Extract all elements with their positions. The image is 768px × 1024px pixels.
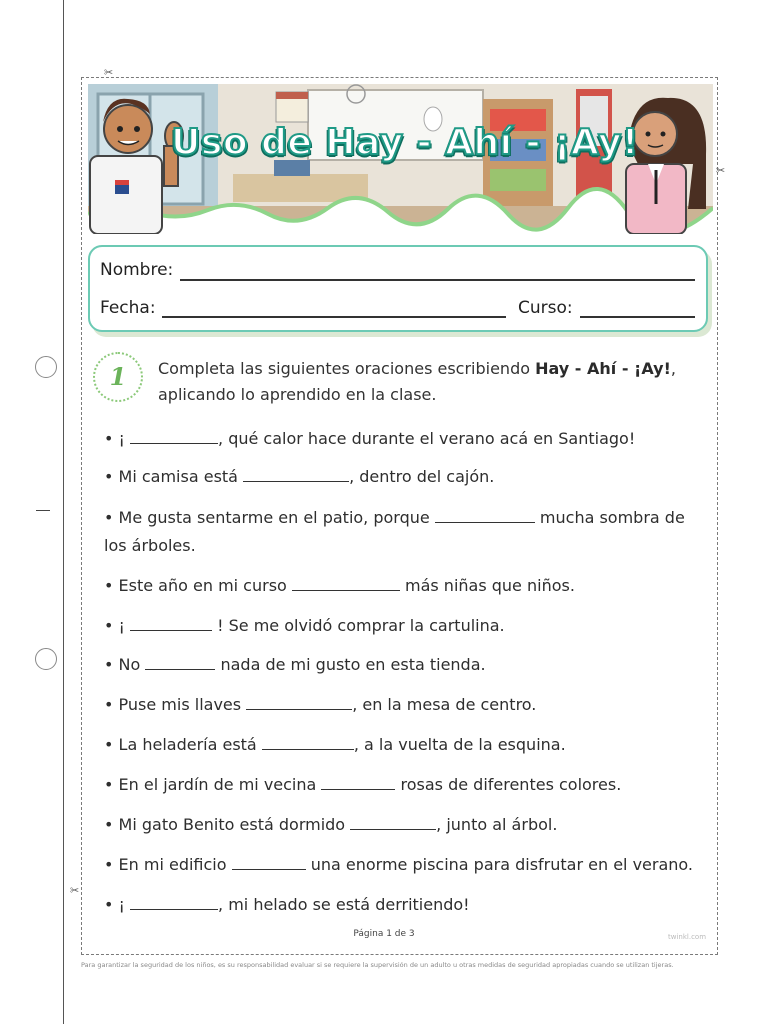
- sentence-item: • En mi edificio una enorme piscina para disfrutar en el verano.: [104, 855, 694, 874]
- scissors-icon: ✂: [104, 66, 114, 79]
- page-number: Página 1 de 3: [353, 929, 415, 939]
- answer-blank[interactable]: [130, 895, 218, 910]
- answer-blank[interactable]: [145, 655, 215, 670]
- sentence-item: • Me gusta sentarme en el patio, porque mucha sombra de los árboles.: [104, 508, 685, 555]
- answer-blank[interactable]: [246, 695, 352, 710]
- name-field[interactable]: [180, 279, 695, 281]
- target-words: Hay - Ahí - ¡Ay!: [535, 359, 671, 378]
- answer-blank[interactable]: [292, 576, 400, 591]
- answer-blank[interactable]: [130, 616, 212, 631]
- sentence-item: • ¡ ! Se me olvidó comprar la cartulina.: [104, 616, 505, 635]
- date-label: Fecha:: [100, 298, 156, 318]
- punch-hole-top: [35, 356, 57, 378]
- activity-number-badge: 1: [93, 352, 143, 402]
- sentence-item: • En el jardín de mi vecina rosas de diferentes colores.: [104, 775, 622, 794]
- sentence-item: • ¡ , mi helado se está derritiendo!: [104, 895, 470, 914]
- scissors-icon: ✂: [716, 164, 726, 177]
- answer-blank[interactable]: [350, 815, 436, 830]
- student-info-box: [88, 245, 708, 332]
- scissors-icon: ✂: [70, 884, 80, 897]
- brand-watermark: twinkl.com: [668, 933, 707, 941]
- margin-line: [63, 0, 64, 1024]
- answer-blank[interactable]: [262, 735, 354, 750]
- punch-hole-bottom: [35, 648, 57, 670]
- answer-blank[interactable]: [130, 429, 218, 444]
- answer-blank[interactable]: [321, 775, 395, 790]
- fold-mark: [36, 510, 50, 511]
- sentence-item: • Mi camisa está , dentro del cajón.: [104, 467, 495, 486]
- sentence-item: • No nada de mi gusto en esta tienda.: [104, 655, 486, 674]
- worksheet-title: Uso de Hay - Ahí - ¡Ay!: [171, 122, 639, 163]
- sentence-item: • La heladería está , a la vuelta de la esquina.: [104, 735, 566, 754]
- course-label: Curso:: [518, 298, 573, 318]
- sentence-item: • Puse mis llaves , en la mesa de centro.: [104, 695, 537, 714]
- course-field[interactable]: [580, 316, 695, 318]
- date-field[interactable]: [162, 316, 506, 318]
- sentence-item: • ¡ , qué calor hace durante el verano acá en Santiago!: [104, 429, 636, 448]
- safety-disclaimer: Para garantizar la seguridad de los niños, es su responsabilidad evaluar si se requiere la supervisión de un adulto u otras medidas de seguridad apropiadas cuando se utilizan tijeras.: [81, 961, 674, 969]
- name-label: Nombre:: [100, 260, 174, 280]
- answer-blank[interactable]: [232, 855, 306, 870]
- sentence-item: • Este año en mi curso más niñas que niños.: [104, 576, 575, 595]
- activity-instruction: Completa las siguientes oraciones escribiendo Hay - Ahí - ¡Ay!, aplicando lo aprendido en la clase.: [158, 359, 676, 404]
- answer-blank[interactable]: [243, 467, 349, 482]
- answer-blank[interactable]: [435, 508, 535, 523]
- sentence-item: • Mi gato Benito está dormido , junto al árbol.: [104, 815, 558, 834]
